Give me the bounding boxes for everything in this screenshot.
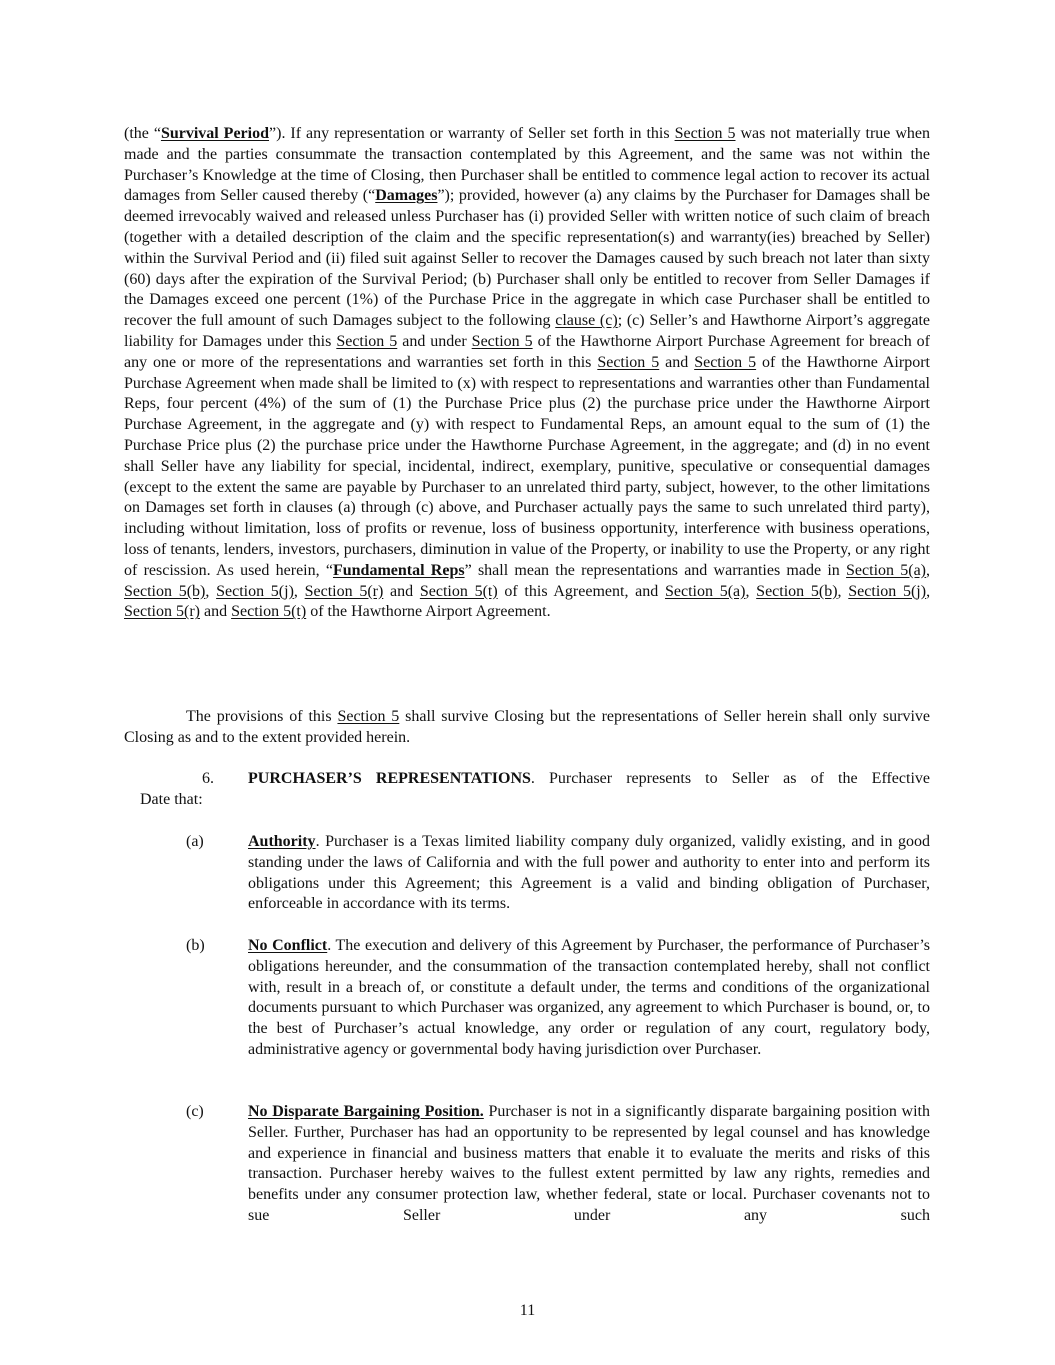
section-reference: Section 5 xyxy=(337,708,400,725)
text: was not materially true when made and the parties consummate the transaction contemplated by this Agreement, and the same was not within the Purchaser’s Knowledge at the time of Closing, then Purchaser shall be entitled to commence legal action to recover its actual damages from Seller caused thereby (“ xyxy=(124,125,931,205)
section-heading-line xyxy=(248,769,930,790)
survival-provisions-paragraph xyxy=(124,707,930,749)
section-reference: Section 5 xyxy=(471,332,533,350)
text: of the Hawthorne Airport Agreement. xyxy=(306,603,551,621)
separator: , xyxy=(293,582,305,600)
text: of the Hawthorne Airport Purchase Agreement when made shall be limited to (x) with respect to representations and warranties other than Fundamental Reps, four percent (4%) of the sum of (1) the Purchase Price plus (2) the purchase price under the Hawthorne Airport Purchase Agreement, in the aggregate and (y) with respect to Fundamental Reps, an amount equal to the sum of (1) the Purchase Price plus (2) the purchase price under the Hawthorne Purchase Agreement, in the aggregate; and (d) in no event shall Seller have any liability for special, incidental, indirect, exemplary, punitive, speculative or consequential damages (except to the extent the same are payable by Purchaser to an unrelated third party, subject, however, to the other limitations on Damages set forth in clauses (a) through (c) above, and Purchaser actually pays the same to such unrelated third party), including without limitation, loss of profits or revenue, loss of business opportunity, interference with business operations, loss of tenants, lenders, investors, purchasers, diminution in value of the Property, or inability to use the Property, or any right of rescission. As used herein, “ xyxy=(124,353,930,579)
subsection-label: (a) xyxy=(186,833,204,850)
text: . Purchaser represents to Seller as of the Effective xyxy=(530,770,931,787)
text: Date that: xyxy=(140,790,203,808)
text: . The execution and delivery of this Agreement by Purchaser, the performance of Purchaser’s obligations hereunder, and the consummation of the transaction contemplated hereby, shall not conflict with, result in a breach of, or constitute a default under, the terms and conditions of the organizational documents pursuant to which Purchaser was organized, any agreement to which Purchaser is bound, or, to the best of Purchaser’s actual knowledge, any order or regulation of any court, regulatory body, administrative agency or governmental body having jurisdiction over Purchaser. xyxy=(248,937,931,1058)
section-number: 6. xyxy=(202,770,214,787)
section-reference: Section 5(a) xyxy=(846,561,927,579)
subsection-body xyxy=(248,1102,930,1227)
defined-term-survival-period: Survival Period xyxy=(160,125,270,142)
section-reference: Section 5(j) xyxy=(848,582,927,600)
text: and xyxy=(659,353,695,371)
section-reference: Section 5(b) xyxy=(756,582,838,600)
page-number: 11 xyxy=(519,1302,536,1319)
text: Purchaser is not in a significantly disparate bargaining position with Seller. Further, Purchaser has had an opportunity to be represented by legal counsel and has knowledge and experience in financial and business matters that enable it to evaluate the merits and risks of this transaction. Purchaser hereby waives to the fullest extent permitted by law any rights, remedies and benefits under any consumer protection law, whether federal, state or local. Purchaser covenants not to sue Seller under any such xyxy=(248,1103,931,1224)
subsection-body xyxy=(248,936,930,1061)
text: and under xyxy=(397,332,472,350)
subsection-title: No Disparate Bargaining Position. xyxy=(248,1103,484,1120)
section-reference: Section 5(r) xyxy=(124,603,200,621)
separator: and xyxy=(199,603,232,621)
section-reference: Section 5(t) xyxy=(419,582,498,600)
text: of this Agreement, and xyxy=(497,582,665,600)
section-reference: Section 5 xyxy=(336,332,398,350)
text: ”); provided, however (a) any claims by the Purchaser for Damages shall be deemed irrevocably waived and released unless Purchaser has (i) provided Seller with written notice of such claim of breach (together with a detailed description of the claim and the specific representation(s) and warranty(ies) breached by Seller) within the Survival Period and (ii) filed suit against Seller to recover the Damages caused by such breach not later than sixty (60) days after the expiration of the Survival Period; (b) Purchaser shall only be entitled to recover from Seller Damages if the Damages exceed one percent (1%) of the Purchase Price in the aggregate in which case Purchaser shall be entitled to recover the full amount of such Damages subject to the following xyxy=(124,187,930,330)
subsection-label: (b) xyxy=(186,937,205,954)
section-reference: Section 5 xyxy=(597,353,660,371)
text: ”). If any representation or warranty of Seller set forth in this xyxy=(269,125,675,142)
survival-period-paragraph xyxy=(124,124,930,623)
text: ” shall mean the representations and warranties made in xyxy=(464,561,847,579)
defined-term-fundamental-reps: Fundamental Reps xyxy=(332,561,465,579)
section-reference: Section 5(b) xyxy=(124,582,206,600)
text: shall survive Closing but the representations of Seller herein shall only survive Closing as and to the extent provided herein. xyxy=(124,708,931,746)
separator: , xyxy=(837,582,849,600)
section-reference: Section 5(r) xyxy=(304,582,384,600)
section-reference: Section 5 xyxy=(674,125,736,142)
text: The provisions of this xyxy=(186,708,338,725)
subsection-label: (c) xyxy=(186,1103,204,1120)
section-title: PURCHASER’S REPRESENTATIONS xyxy=(248,770,531,787)
subsection-title: Authority xyxy=(248,833,316,850)
subsection-title: No Conflict xyxy=(248,937,328,954)
section-reference: Section 5(a) xyxy=(664,582,746,600)
separator: , xyxy=(926,582,931,600)
separator: , xyxy=(205,582,217,600)
text: ; (c) Seller’s and Hawthorne Airport’s aggregate liability for Damages under this xyxy=(124,312,931,350)
section-6-heading xyxy=(0,769,1055,811)
text: (the “ xyxy=(124,125,161,142)
section-reference: Section 5 xyxy=(694,353,757,371)
subsection-body xyxy=(248,832,930,915)
text: of the Hawthorne Airport Purchase Agreement for breach of any one or more of the representations and warranties set forth in this xyxy=(124,332,930,371)
separator: , xyxy=(926,561,931,579)
separator: and xyxy=(383,582,420,600)
separator: , xyxy=(745,582,757,600)
section-reference: Section 5(t) xyxy=(231,603,307,621)
text: . Purchaser is a Texas limited liability company duly organized, validly existing, and in good standing under the laws of California and with the full power and authority to enter into and perform its obligations under this Agreement; this Agreement is a valid and binding obligation of Purchaser, enforceable in accordance with its terms. xyxy=(248,833,930,913)
section-reference: Section 5(j) xyxy=(216,582,294,600)
defined-term-damages: Damages xyxy=(375,187,438,205)
clause-reference: clause (c) xyxy=(555,312,618,330)
